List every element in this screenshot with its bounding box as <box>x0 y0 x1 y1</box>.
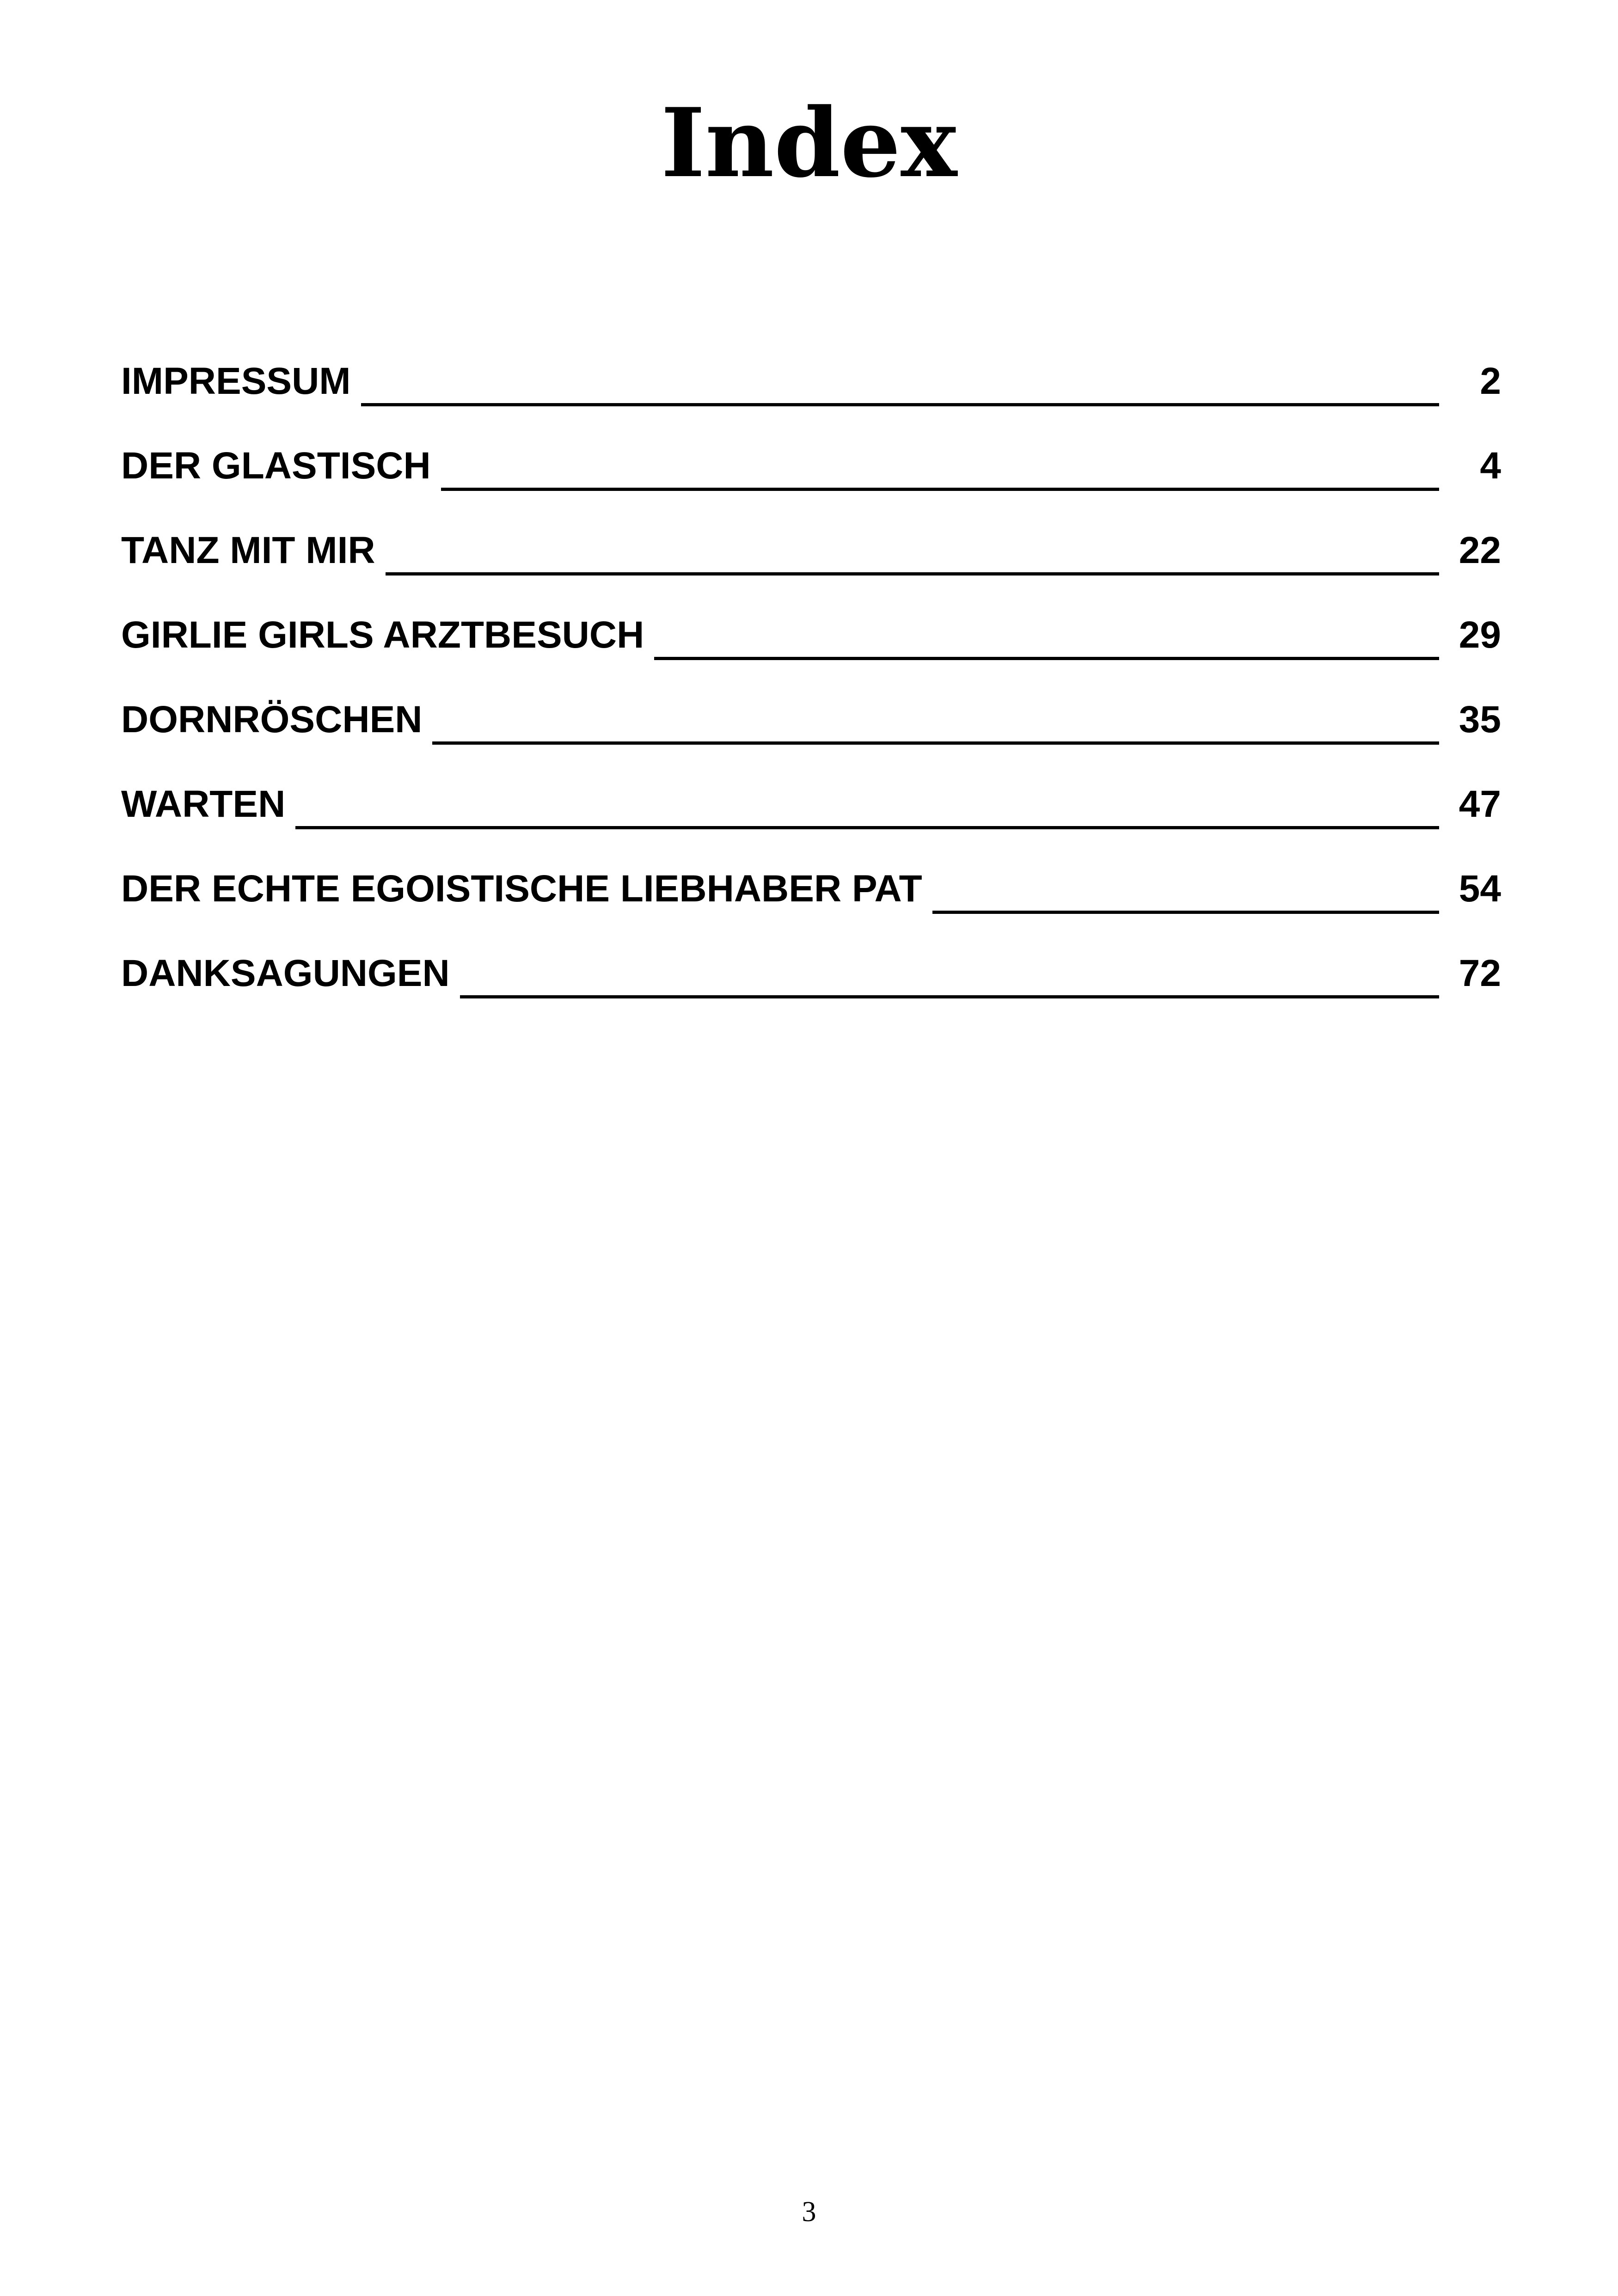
toc-entry-page: 4 <box>1480 445 1501 487</box>
toc-leader-line <box>441 487 1439 491</box>
toc-entry-warten[interactable] <box>121 756 1501 840</box>
toc-leader-line <box>932 910 1439 914</box>
table-of-contents <box>121 333 1501 1010</box>
toc-leader-line <box>386 572 1439 576</box>
toc-leader-line <box>295 826 1439 829</box>
toc-entry-page: 2 <box>1480 360 1501 402</box>
toc-entry-page: 47 <box>1459 783 1501 825</box>
toc-entry-dornroeschen[interactable] <box>121 671 1501 756</box>
toc-entry-label: DER ECHTE EGOISTISCHE LIEBHABER PAT <box>121 868 922 910</box>
toc-entry-impressum[interactable] <box>121 333 1501 417</box>
toc-entry-label: IMPRESSUM <box>121 360 351 402</box>
toc-entry-danksagungen[interactable] <box>121 925 1501 1010</box>
toc-entry-page: 29 <box>1459 614 1501 656</box>
page-number: 3 <box>802 2196 816 2228</box>
page-title: Index <box>661 88 957 199</box>
toc-entry-der-echte-egoistische-liebhaber-pat[interactable] <box>121 840 1501 925</box>
toc-entry-label: WARTEN <box>121 783 286 825</box>
toc-entry-page: 35 <box>1459 698 1501 741</box>
toc-entry-page: 54 <box>1459 868 1501 910</box>
toc-leader-line <box>654 656 1439 660</box>
toc-entry-label: DORNRÖSCHEN <box>121 698 423 741</box>
toc-entry-girlie-girls-arztbesuch[interactable] <box>121 587 1501 671</box>
toc-entry-page: 72 <box>1459 952 1501 994</box>
toc-leader-line <box>361 403 1439 406</box>
toc-entry-der-glastisch[interactable] <box>121 417 1501 502</box>
toc-entry-tanz-mit-mir[interactable] <box>121 502 1501 587</box>
toc-entry-label: TANZ MIT MIR <box>121 529 375 571</box>
toc-entry-label: DANKSAGUNGEN <box>121 952 450 994</box>
toc-leader-line <box>432 741 1439 745</box>
toc-leader-line <box>460 995 1439 998</box>
toc-entry-page: 22 <box>1459 529 1501 571</box>
toc-entry-label: DER GLASTISCH <box>121 445 431 487</box>
toc-entry-label: GIRLIE GIRLS ARZTBESUCH <box>121 614 644 656</box>
